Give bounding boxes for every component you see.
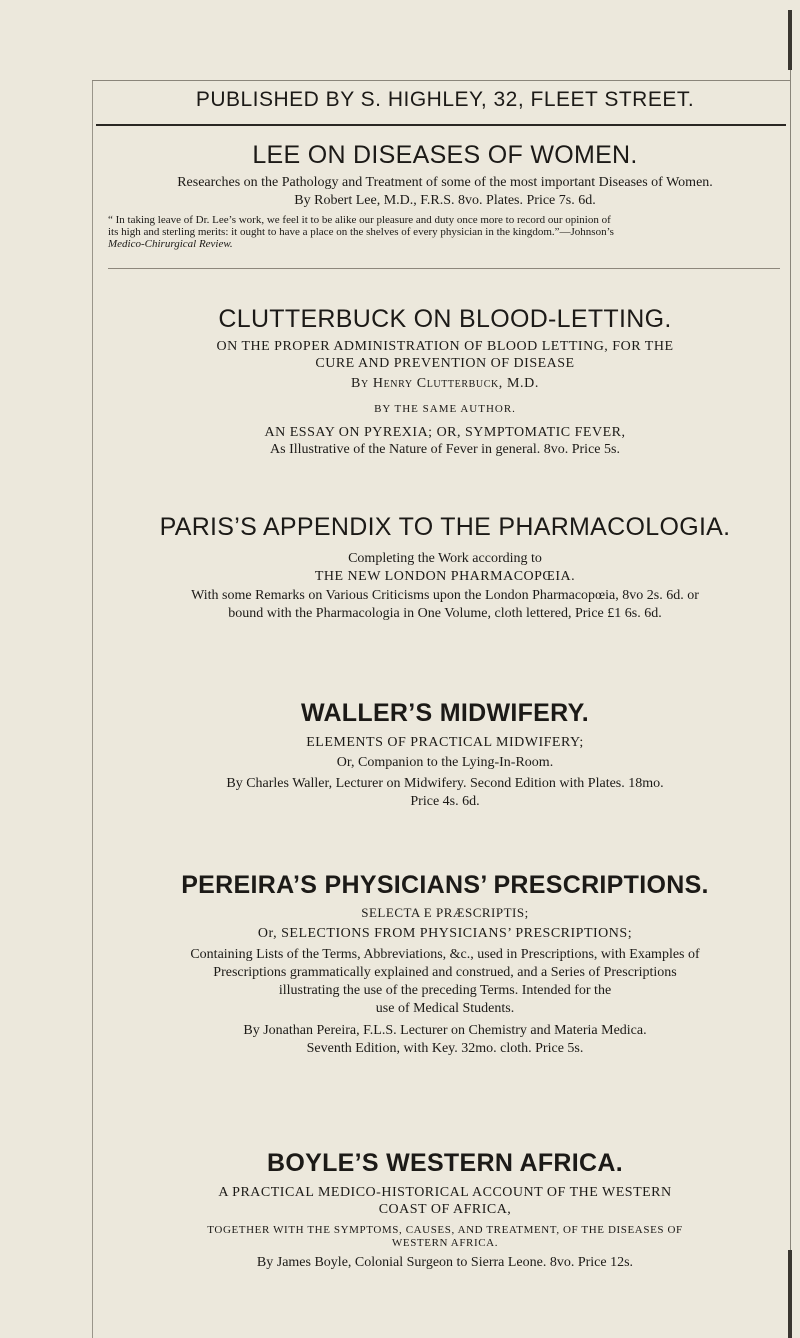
section-divider bbox=[108, 268, 780, 269]
pereira-subtitle-2: Or, SELECTIONS FROM PHYSICIANS’ PRESCRIPTIONS; bbox=[257, 926, 633, 941]
clutterbuck-subtitle-1: ON THE PROPER ADMINISTRATION OF BLOOD LETTING, FOR THE bbox=[216, 339, 674, 354]
page-border-top bbox=[92, 80, 790, 81]
lee-quote-line1: “ In taking leave of Dr. Lee’s work, we feel it to be alike our pleasure and duty once more to record our opinion of bbox=[108, 214, 611, 226]
pereira-line-3: illustrating the use of the preceding Terms. Intended for the bbox=[278, 983, 612, 998]
page-border-right bbox=[790, 10, 791, 1338]
boyle-section bbox=[100, 1148, 790, 1272]
paris-line-1: Completing the Work according to bbox=[348, 551, 542, 566]
boyle-subtitle-1: A PRACTICAL MEDICO-HISTORICAL ACCOUNT OF THE WESTERN bbox=[218, 1185, 672, 1200]
lee-review-quote bbox=[100, 214, 790, 250]
clutterbuck-same-author: BY THE SAME AUTHOR. bbox=[374, 403, 516, 415]
boyle-title: BOYLE’S WESTERN AFRICA. bbox=[267, 1149, 623, 1177]
paris-title: PARIS’S APPENDIX TO THE PHARMACOLOGIA. bbox=[159, 513, 731, 541]
pereira-line-2: Prescriptions grammatically explained and construed, and a Series of Prescriptions bbox=[213, 965, 677, 980]
lee-quote-line2: its high and sterling merits: it ought to have a place on the shelves of every physician in the kingdom.”—Johnson’s bbox=[108, 226, 614, 238]
lee-author: By Robert Lee, M.D., F.R.S. 8vo. Plates. Price 7s. 6d. bbox=[294, 193, 596, 208]
pereira-subtitle-1: SELECTA E PRÆSCRIPTIS; bbox=[361, 905, 529, 920]
page-edge-shadow bbox=[788, 10, 792, 70]
lee-description: Researches on the Pathology and Treatment of some of the most important Diseases of Women. bbox=[177, 175, 713, 190]
waller-line-3: Price 4s. 6d. bbox=[410, 794, 480, 809]
boyle-line-3: By James Boyle, Colonial Surgeon to Sierra Leone. 8vo. Price 12s. bbox=[256, 1255, 634, 1270]
lee-quote-source: Medico-Chirurgical Review. bbox=[108, 238, 233, 250]
clutterbuck-essay-title: AN ESSAY ON PYREXIA; OR, SYMPTOMATIC FEVER, bbox=[264, 425, 626, 440]
pereira-line-4: use of Medical Students. bbox=[375, 1001, 515, 1016]
clutterbuck-subtitle-2: CURE AND PREVENTION OF DISEASE bbox=[315, 356, 575, 371]
clutterbuck-section bbox=[100, 304, 790, 459]
lee-section bbox=[100, 140, 790, 250]
paris-line-4: bound with the Pharmacologia in One Volume, cloth lettered, Price £1 6s. 6d. bbox=[228, 606, 662, 621]
pereira-section bbox=[100, 870, 790, 1058]
boyle-subtitle-2: COAST OF AFRICA, bbox=[378, 1202, 512, 1217]
waller-line-2: By Charles Waller, Lecturer on Midwifery. Second Edition with Plates. 18mo. bbox=[226, 776, 664, 791]
pereira-line-6: Seventh Edition, with Key. 32mo. cloth. Price 5s. bbox=[306, 1041, 584, 1056]
boyle-line-1: TOGETHER WITH THE SYMPTOMS, CAUSES, AND TREATMENT, OF THE DISEASES OF bbox=[207, 1224, 683, 1236]
lee-title: LEE ON DISEASES OF WOMEN. bbox=[252, 141, 638, 169]
paris-line-3: With some Remarks on Various Criticisms upon the London Pharmacopœia, 8vo 2s. 6d. or bbox=[191, 588, 699, 603]
pereira-title: PEREIRA’S PHYSICIANS’ PRESCRIPTIONS. bbox=[181, 871, 709, 899]
clutterbuck-title: CLUTTERBUCK ON BLOOD-LETTING. bbox=[218, 305, 672, 333]
waller-section bbox=[100, 698, 790, 811]
waller-subtitle: ELEMENTS OF PRACTICAL MIDWIFERY; bbox=[306, 735, 584, 750]
waller-title: WALLER’S MIDWIFERY. bbox=[300, 699, 590, 727]
header-rule bbox=[96, 124, 786, 126]
clutterbuck-author: By Henry Clutterbuck, M.D. bbox=[351, 376, 539, 391]
pereira-line-1: Containing Lists of the Terms, Abbreviations, &c., used in Prescriptions, with Examples of bbox=[190, 947, 700, 962]
paris-line-2: THE NEW LONDON PHARMACOPŒIA. bbox=[314, 569, 576, 584]
page-border-left bbox=[92, 80, 93, 1338]
paris-section bbox=[100, 512, 790, 623]
publisher-header: PUBLISHED BY S. HIGHLEY, 32, FLEET STREET. bbox=[195, 88, 695, 111]
clutterbuck-essay-desc: As Illustrative of the Nature of Fever in general. 8vo. Price 5s. bbox=[270, 442, 620, 457]
boyle-line-2: WESTERN AFRICA. bbox=[391, 1237, 499, 1249]
waller-line-1: Or, Companion to the Lying-In-Room. bbox=[336, 755, 554, 770]
pereira-line-5: By Jonathan Pereira, F.L.S. Lecturer on Chemistry and Materia Medica. bbox=[243, 1023, 647, 1038]
